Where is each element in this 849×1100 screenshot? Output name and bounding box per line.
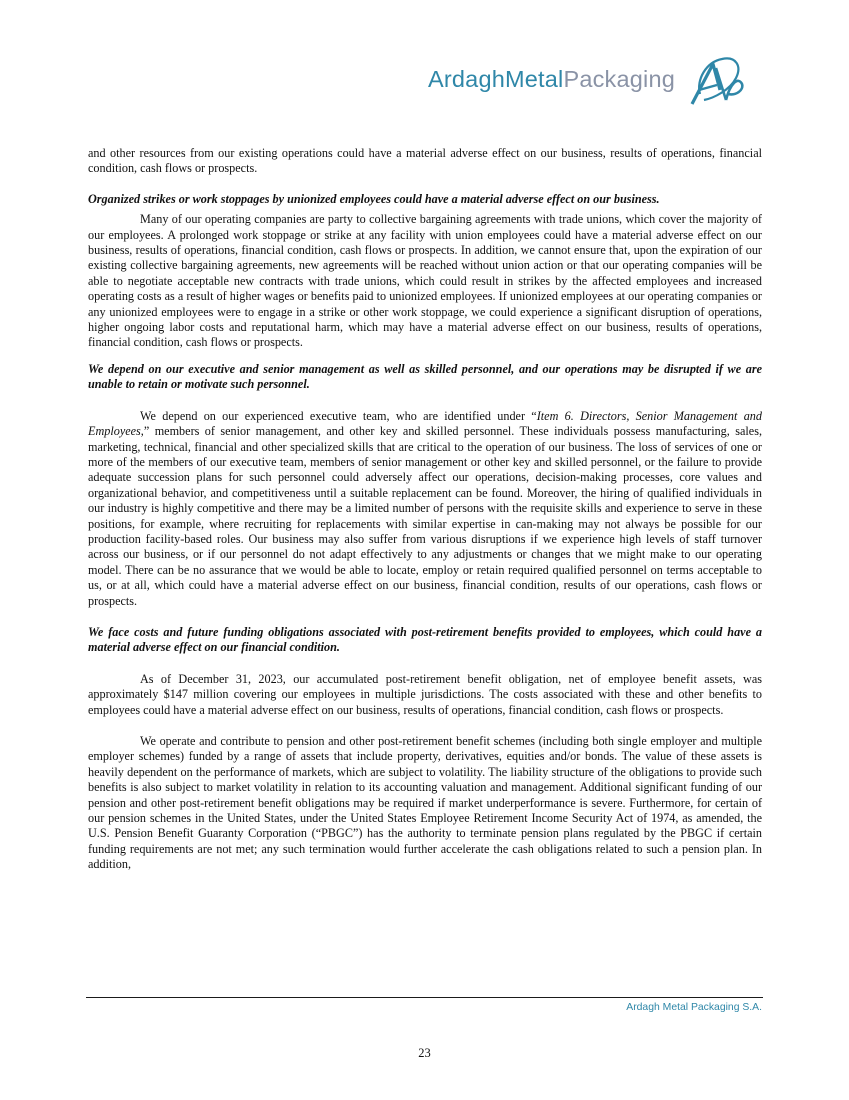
item6-reference: Item 6. Directors, Senior Management and Employees, [88,408,762,439]
management-text-rest: ” members of senior management, and other key and skilled personnel. These individuals possess manufacturing, sales, marketing, technical, financial and other specialized skills that are critical to the operation of our business. The loss of services of one or more of the members of our executive team, members of senior management or other key and skilled personnel, or the failure to provide adequate succession plans for such personnel could adversely affect our operations, decision-making processes, core values and organizational behavior, and competitiveness until a suitable replacement can be found. Moreover, the hiring of qualified individuals in our industry is highly competitive and there may be a limited number of persons with the requisite skills and experience to serve in these positions, for example, where recruiting for replacements with similar expertise in can-making may not always be possible for our production facility-based roles. Our business may also suffer from various disruptions if we experience high levels of staff turnover across our business, or if our personnel do not adapt effectively to any adjustments or changes that we might make to our operating model. There can be no assurance that we would be able to locate, employ or retain required qualified personnel on terms acceptable to us, or at all, which could have a material adverse effect on our business, financial condition, results of our operations, cash flows or prospects. [88,424,762,608]
page-number: 23 [418,1046,431,1060]
paragraph-strikes: Many of our operating companies are party to collective bargaining agreements with trade unions, which cover the majority of our employees. A prolonged work stoppage or strike at any facility with union employees could have a material adverse effect on our business, results of operations, financial condition, cash flows or prospects. In addition, we cannot ensure that, upon the expiration of our existing collective bargaining agreements, new agreements will be reached without union action or that our operating companies will be able to negotiate acceptable new contracts with trade unions, which could result in strikes by the affected employees and increased operating costs as a result of higher wages or benefits paid to unionized employees. If unionized employees at our operating companies or any unionized employees were to engage in a strike or other work stoppage, we could experience a significant disruption of operations, higher ongoing labor costs and reputational harm, which may have a material adverse effect on our business, results of operations, financial condition, cash flows or prospects. [88,212,762,350]
footer-company-name: Ardagh Metal Packaging S.A. [626,1002,762,1013]
paragraph-pension-schemes: We operate and contribute to pension and other post-retirement benefit schemes (including both single employer and multiple employer schemes) funded by a range of assets that include property, derivatives, equities and/or bonds. The value of these assets is heavily dependent on the performance of markets, which are subject to volatility. The liability structure of the obligations to provide such benefits is also subject to market volatility in relation to its accounting valuation and management. Additional significant funding of our pension and other post-retirement benefit obligations may be required if market underperformance is severe. Furthermore, for certain of our pension schemes in the United States, under the United States Employee Retirement Income Security Act of 1974, as amended, the U.S. Pension Benefit Guaranty Corporation (“PBGC”) has the authority to terminate pension plans regulated by the PBGC if certain funding requirements are not met; any such termination would further accelerate the cash obligations related to such a pension plan. In addition, [88,734,762,872]
section-heading-management: We depend on our executive and senior management as well as skilled personnel, and our operations may be disrupted if we are unable to retain or motivate such personnel. [88,361,762,392]
footer-divider [86,997,763,998]
intro-paragraph: and other resources from our existing operations could have a material adverse effect on our business, results of operations, financial condition, cash flows or prospects. [88,146,762,176]
logo-wordmark [428,66,675,93]
document-body [88,146,762,873]
paragraph-obligation: As of December 31, 2023, our accumulated post-retirement benefit obligation, net of employee benefit assets, was approximately $147 million covering our employees in multiple jurisdictions. The costs associated with these and other benefits to employees could have a material adverse effect on our business, results of operations, financial condition, cash flows or prospects. [88,671,762,717]
company-logo [428,54,748,108]
logo-word-packaging: Packaging [563,66,675,92]
section-heading-post-retirement: We face costs and future funding obligations associated with post-retirement benefits provided to employees, which could have a material adverse effect on our financial condition. [88,624,762,655]
logo-word-metal: Metal [504,66,564,92]
paragraph-management [88,409,762,609]
logo-word-ardagh: Ardagh [428,66,505,92]
amp-monogram-icon [686,54,744,108]
section-heading-strikes: Organized strikes or work stoppages by unionized employees could have a material adverse effect on our business. [88,191,660,206]
management-text-start: We depend on our experienced executive team, who are identified under “ [140,408,537,423]
